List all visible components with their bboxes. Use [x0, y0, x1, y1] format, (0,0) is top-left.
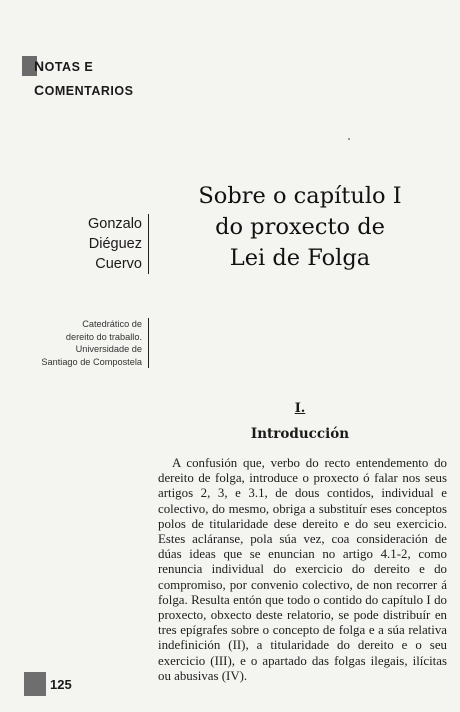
page-number-marker	[24, 672, 46, 696]
author-line-2: Diéguez	[88, 236, 142, 252]
author-line-3: Cuervo	[95, 256, 142, 272]
affiliation-block	[41, 318, 149, 368]
title-line-2: do proxecto de	[215, 214, 385, 240]
author-line-1: Gonzalo	[87, 216, 142, 232]
article-title	[170, 181, 430, 274]
affiliation-line-4: Santiago de Compostela	[41, 356, 142, 367]
section-label-initial-2: C	[34, 82, 45, 98]
section-label-initial-1: N	[34, 58, 45, 74]
section-label-line-1	[34, 58, 93, 74]
section-label-rest-2: OMENTARIOS	[44, 84, 134, 98]
affiliation-line-2: dereito do traballo.	[65, 331, 142, 342]
affiliation-line-1: Catedrático de	[82, 319, 142, 329]
affiliation-line-3: Universidade de	[75, 344, 142, 354]
title-line-1: Sobre o capítulo I	[198, 183, 402, 209]
section-label-rest-1: OTAS E	[44, 60, 94, 74]
author-block	[88, 214, 149, 274]
section-label-line-2	[34, 82, 133, 98]
body-text	[158, 456, 447, 684]
scan-speck	[348, 138, 350, 140]
title-line-3: Lei de Folga	[229, 245, 371, 271]
page-number: 125	[50, 677, 72, 692]
section-heading: Introducción	[250, 426, 350, 442]
section-number: I.	[294, 401, 306, 416]
body-paragraph: A confusión que, verbo do recto entendemento do dereito de folga, introduce o proxecto ó falar nos seus artigos 2, 3, e 3.1, de dous contidos, individual e colectivo, do mesmo, obriga a substituír eses conceptos polos de titularidade dese dereito e do seu exercicio. Estes acláranse, pola súa vez, coa consideración de dúas ideas que se enuncian no artigo 4.1-2, como renuncia individual do exercicio do dereito e do compromiso, por convenio colectivo, de non recorrer á folga. Resulta entón que todo o contido do capítulo I do proxecto, obxecto deste relatorio, se pode distribuír en tres epígrafes sobre o concepto de folga e a súa relativa indefinición (II), a titularidade do dereito e o seu exercicio (III), e o apartado das folgas ilegais, ilícitas ou abusivas (IV).	[158, 456, 447, 683]
